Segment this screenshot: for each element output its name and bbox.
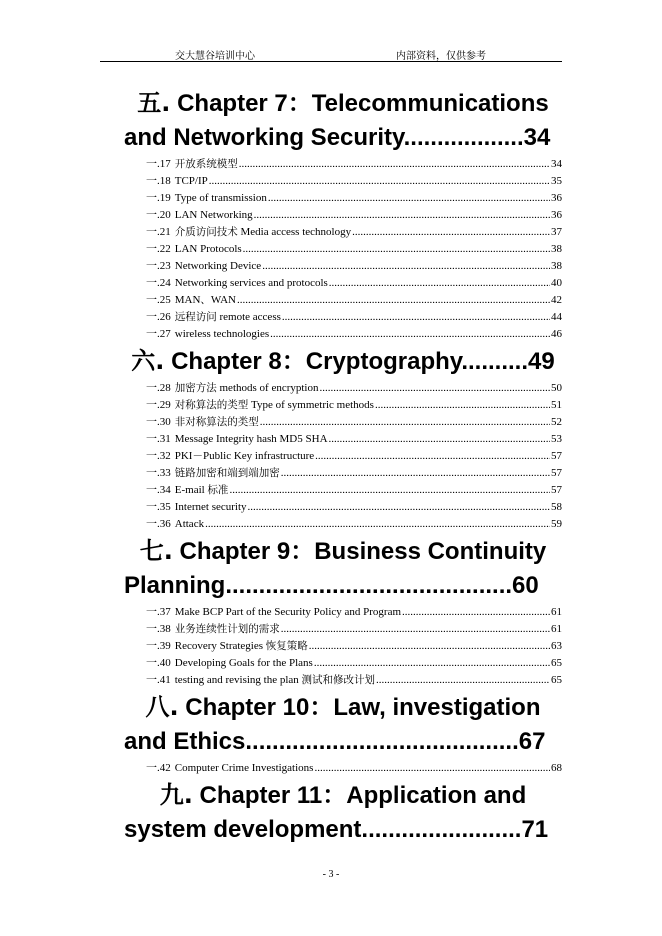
entry-page-number: 65 xyxy=(551,674,562,686)
entry-number: 一.24 xyxy=(146,277,171,289)
toc-entry[interactable] xyxy=(146,240,562,257)
entry-page-number: 51 xyxy=(551,399,562,411)
toc-entry[interactable] xyxy=(146,379,562,396)
entry-page-number: 65 xyxy=(551,657,562,669)
toc-entry[interactable] xyxy=(146,155,562,172)
entry-page-number: 57 xyxy=(551,484,562,496)
entry-title: 开放系统模型 xyxy=(174,158,238,170)
toc-entry[interactable] xyxy=(146,274,562,291)
entry-page-number: 37 xyxy=(551,226,562,238)
entry-number: 一.25 xyxy=(146,294,171,306)
entry-title: 加密方法 methods of encryption xyxy=(174,382,319,394)
toc-entry[interactable] xyxy=(146,206,562,223)
dot-leader xyxy=(205,518,550,530)
toc-entry[interactable] xyxy=(146,223,562,240)
toc-entry[interactable] xyxy=(146,759,562,776)
entry-page-number: 36 xyxy=(551,209,562,221)
dot-leader xyxy=(248,501,550,513)
dot-leader xyxy=(376,674,550,686)
entry-number: 一.26 xyxy=(146,311,171,323)
chapter-title: Chapter 11：Application and xyxy=(199,782,527,809)
entry-title: 对称算法的类型 Type of symmetric methods xyxy=(174,399,374,411)
dot-leader xyxy=(254,209,550,221)
entry-number: 一.17 xyxy=(146,158,171,170)
chapter-title-continued[interactable]: and Networking Security..................34 xyxy=(124,124,551,151)
entry-page-number: 34 xyxy=(551,158,562,170)
entry-title: testing and revising the plan 测试和修改计划 xyxy=(174,674,376,686)
toc-entry[interactable] xyxy=(146,481,562,498)
entry-number: 一.38 xyxy=(146,623,171,635)
dot-leader xyxy=(402,606,550,618)
dot-leader xyxy=(281,623,550,635)
entry-page-number: 53 xyxy=(551,433,562,445)
entry-page-number: 58 xyxy=(551,501,562,513)
toc-entry[interactable] xyxy=(146,396,562,413)
dot-leader xyxy=(260,416,550,428)
entry-title: LAN Protocols xyxy=(174,243,242,255)
entry-page-number: 50 xyxy=(551,382,562,394)
entry-number: 一.42 xyxy=(146,762,171,774)
chapter-title: Chapter 8：Cryptography..........49 xyxy=(171,348,555,375)
entry-title: Type of transmission xyxy=(174,192,267,204)
entry-page-number: 46 xyxy=(551,328,562,340)
entry-title: Attack xyxy=(174,518,205,530)
entry-title: 远程访问 remote access xyxy=(174,311,281,323)
page-number: - 3 - xyxy=(322,869,340,880)
chapter-title-continued[interactable]: and Ethics.........................................67 xyxy=(124,728,546,755)
entry-number: 一.27 xyxy=(146,328,171,340)
toc-entry[interactable] xyxy=(146,189,562,206)
chapter-number: 六. xyxy=(131,347,165,375)
entry-title: 业务连续性计划的需求 xyxy=(174,623,280,635)
dot-leader xyxy=(314,657,550,669)
dot-leader xyxy=(282,311,550,323)
toc-entry[interactable] xyxy=(146,291,562,308)
dot-leader xyxy=(281,467,550,479)
entry-number: 一.19 xyxy=(146,192,171,204)
chapter-heading[interactable] xyxy=(124,690,562,725)
entry-number: 一.28 xyxy=(146,382,171,394)
entry-number: 一.30 xyxy=(146,416,171,428)
entry-page-number: 57 xyxy=(551,450,562,462)
chapter-number: 五. xyxy=(137,89,171,117)
entry-page-number: 36 xyxy=(551,192,562,204)
dot-leader xyxy=(243,243,550,255)
dot-leader xyxy=(314,762,550,774)
entry-title: E-mail 标准 xyxy=(174,484,229,496)
entry-page-number: 52 xyxy=(551,416,562,428)
toc-entry[interactable] xyxy=(146,308,562,325)
page-header xyxy=(100,44,562,62)
toc-entry[interactable] xyxy=(146,498,562,515)
entry-page-number: 63 xyxy=(551,640,562,652)
chapter-number: 八. xyxy=(145,693,179,721)
header-left-text: 交大慧谷培训中心 xyxy=(175,51,255,62)
header-right-text: 内部资料，仅供参考 xyxy=(396,51,486,62)
chapter-title-continued[interactable]: Planning...........................................60 xyxy=(124,572,539,599)
entry-title: Developing Goals for the Plans xyxy=(174,657,313,669)
toc-entry[interactable] xyxy=(146,413,562,430)
entry-page-number: 40 xyxy=(551,277,562,289)
entry-page-number: 35 xyxy=(551,175,562,187)
dot-leader xyxy=(352,226,550,238)
entry-number: 一.35 xyxy=(146,501,171,513)
dot-leader xyxy=(237,294,550,306)
entry-title: Networking Device xyxy=(174,260,262,272)
dot-leader xyxy=(209,175,550,187)
entry-title: PKI－Public Key infrastructure xyxy=(174,450,315,462)
chapter-number: 七. xyxy=(139,537,173,565)
entry-page-number: 44 xyxy=(551,311,562,323)
toc-entry[interactable] xyxy=(146,257,562,274)
entry-title: 介质访问技术 Media access technology xyxy=(174,226,352,238)
dot-leader xyxy=(270,328,550,340)
entry-number: 一.39 xyxy=(146,640,171,652)
entry-page-number: 59 xyxy=(551,518,562,530)
entry-number: 一.31 xyxy=(146,433,171,445)
entry-title: Internet security xyxy=(174,501,247,513)
entry-title: Message Integrity hash MD5 SHA xyxy=(174,433,328,445)
entry-number: 一.18 xyxy=(146,175,171,187)
table-of-contents xyxy=(124,86,562,849)
dot-leader xyxy=(315,450,550,462)
entry-title: Make BCP Part of the Security Policy and Program xyxy=(174,606,402,618)
chapter-title: Chapter 9：Business Continuity xyxy=(179,538,547,565)
entry-number: 一.40 xyxy=(146,657,171,669)
entry-number: 一.34 xyxy=(146,484,171,496)
dot-leader xyxy=(229,484,550,496)
dot-leader xyxy=(375,399,550,411)
chapter-title: Chapter 7：Telecommunications xyxy=(177,90,549,117)
toc-entry[interactable] xyxy=(146,603,562,620)
toc-entry[interactable] xyxy=(146,325,562,342)
entry-number: 一.36 xyxy=(146,518,171,530)
entry-number: 一.32 xyxy=(146,450,171,462)
entry-number: 一.33 xyxy=(146,467,171,479)
toc-entry[interactable] xyxy=(146,464,562,481)
entry-title: TCP/IP xyxy=(174,175,208,187)
entry-number: 一.37 xyxy=(146,606,171,618)
dot-leader xyxy=(268,192,550,204)
entry-number: 一.21 xyxy=(146,226,171,238)
entry-number: 一.41 xyxy=(146,674,171,686)
entry-title: MAN、WAN xyxy=(174,294,236,306)
chapter-heading[interactable] xyxy=(124,86,562,121)
entry-page-number: 57 xyxy=(551,467,562,479)
entry-number: 一.20 xyxy=(146,209,171,221)
entry-title: 链路加密和端到端加密 xyxy=(174,467,280,479)
chapter-heading[interactable] xyxy=(124,778,562,813)
entry-title: wireless technologies xyxy=(174,328,270,340)
entry-page-number: 61 xyxy=(551,623,562,635)
toc-entry[interactable] xyxy=(146,447,562,464)
chapter-heading[interactable] xyxy=(124,344,562,379)
entry-page-number: 38 xyxy=(551,243,562,255)
entry-title: Recovery Strategies 恢复策略 xyxy=(174,640,308,652)
toc-entry[interactable] xyxy=(146,515,562,532)
entry-number: 一.23 xyxy=(146,260,171,272)
entry-number: 一.22 xyxy=(146,243,171,255)
chapter-heading[interactable] xyxy=(124,534,562,569)
dot-leader xyxy=(329,433,550,445)
entry-title: Networking services and protocols xyxy=(174,277,328,289)
chapter-title: Chapter 10：Law, investigation xyxy=(185,694,541,721)
entry-number: 一.29 xyxy=(146,399,171,411)
toc-entry[interactable] xyxy=(146,620,562,637)
entry-title: 非对称算法的类型 xyxy=(174,416,259,428)
dot-leader xyxy=(239,158,550,170)
toc-entry[interactable] xyxy=(146,637,562,654)
toc-entry[interactable] xyxy=(146,671,562,688)
dot-leader xyxy=(309,640,550,652)
dot-leader xyxy=(262,260,550,272)
entry-page-number: 61 xyxy=(551,606,562,618)
entry-page-number: 42 xyxy=(551,294,562,306)
toc-entry[interactable] xyxy=(146,172,562,189)
chapter-number: 九. xyxy=(159,781,193,809)
entry-title: LAN Networking xyxy=(174,209,253,221)
toc-entry[interactable] xyxy=(146,654,562,671)
entry-page-number: 38 xyxy=(551,260,562,272)
entry-title: Computer Crime Investigations xyxy=(174,762,314,774)
dot-leader xyxy=(319,382,550,394)
section-spacer xyxy=(124,847,562,849)
dot-leader xyxy=(329,277,550,289)
toc-entry[interactable] xyxy=(146,430,562,447)
chapter-title-continued[interactable]: system development........................71 xyxy=(124,816,549,843)
entry-page-number: 68 xyxy=(551,762,562,774)
